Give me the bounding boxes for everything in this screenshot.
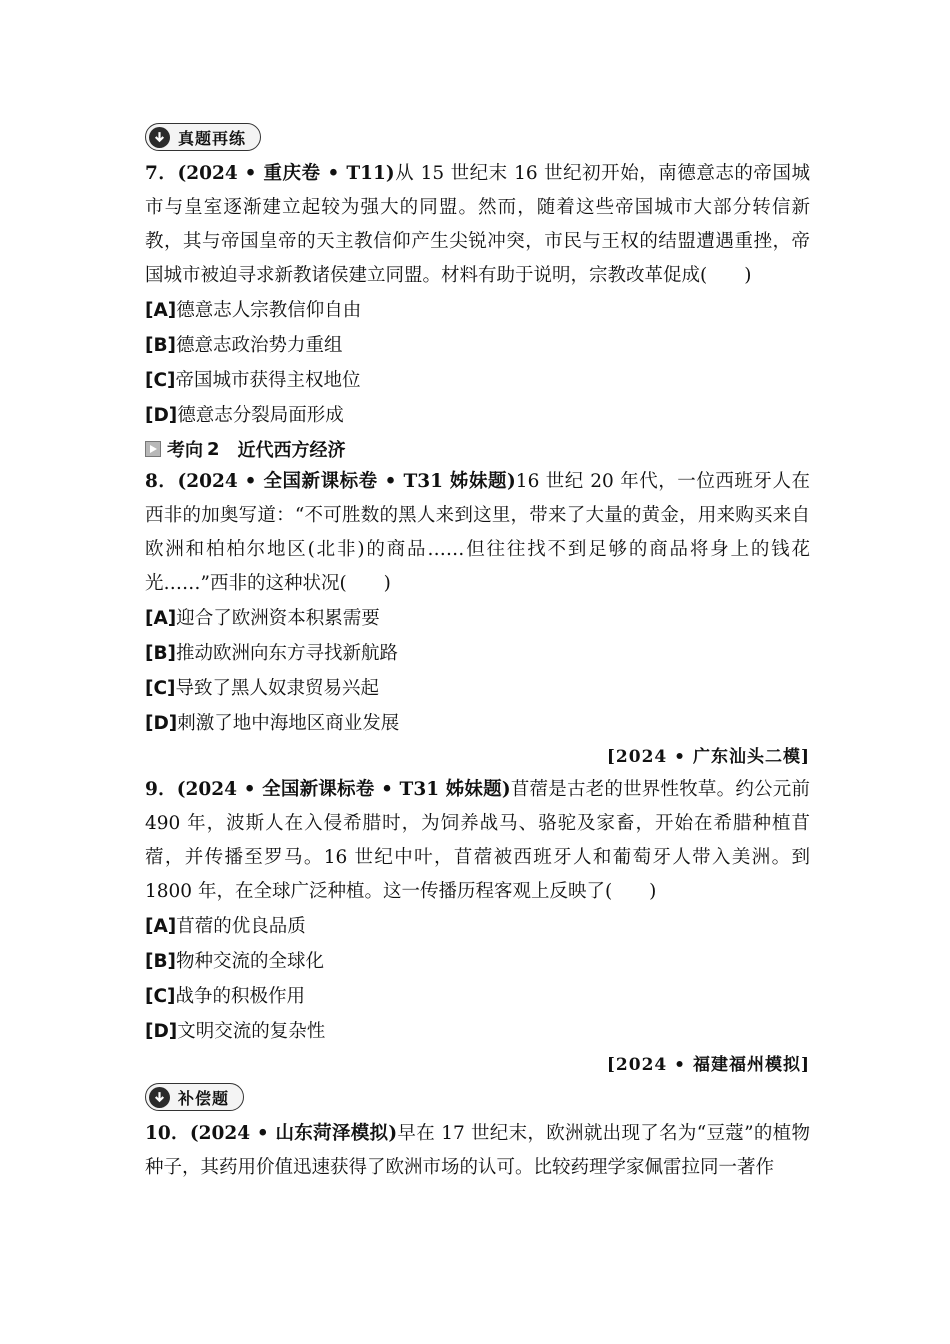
question-8-origin: [2024 • 广东汕头二模]	[606, 747, 810, 767]
question-8-option-d[interactable]: [D]刺激了地中海地区商业发展	[145, 713, 400, 734]
question-9-option-c[interactable]: [C]战争的积极作用	[145, 986, 306, 1007]
question-8-option-c[interactable]: [C]导致了黑人奴隶贸易兴起	[145, 678, 380, 699]
question-text: 16 世纪 20 年代，一位西班牙人在西非的加奥写道：“不可胜数的黑人来到这里，带来了大量的黄金，用来购买来自欧洲和柏柏尔地区(北非)的商品……但往往找不到足够的商品将身上的钱花光……”西非的这种状况( )	[145, 471, 810, 594]
question-9-option-d[interactable]: [D]文明交流的复杂性	[145, 1021, 326, 1042]
section-heading-kaoxiang-2: 考向 2 近代西方经济	[145, 433, 810, 465]
question-text: 从 15 世纪末 16 世纪初开始，南德意志的帝国城市与皇室逐渐建立起较为强大的同盟。然而，随着这些帝国城市大部分转信新教，其与帝国皇帝的天主教信仰产生尖锐冲突，市民与王权的结盟遭遇重挫，帝国城市被迫寻求新教诸侯建立同盟。材料有助于说明，宗教改革促成( )	[145, 163, 811, 286]
question-number: 10．	[145, 1123, 190, 1144]
play-triangle-icon	[145, 441, 161, 457]
circle-down-arrow-icon	[149, 127, 170, 148]
question-number: 9．	[145, 779, 177, 800]
question-text: 苜蓿是古老的世界性牧草。约公元前 490 年，波斯人在入侵希腊时，为饲养战马、骆驼及家畜，开始在希腊种植苜蓿，并传播至罗马。16 世纪中叶，苜蓿被西班牙人和葡萄牙人带入美洲。到 1800 年，在全球广泛种植。这一传播历程客观上反映了( )	[145, 779, 810, 902]
section-badge-label: 补偿题	[178, 1088, 230, 1108]
document-page	[145, 123, 810, 1185]
question-7-option-d[interactable]: [D]德意志分裂局面形成	[145, 405, 344, 426]
question-number: 8．	[145, 471, 178, 492]
question-9-stem	[145, 773, 810, 909]
section-badge-label: 真题再练	[178, 128, 247, 148]
question-source: (2024 • 山东菏泽模拟)	[189, 1123, 398, 1144]
circle-down-arrow-icon	[149, 1087, 170, 1108]
question-8-stem	[145, 465, 810, 601]
question-8-option-a[interactable]: [A]迎合了欧洲资本积累需要	[145, 608, 380, 629]
question-9-option-b[interactable]: [B]物种交流的全球化	[145, 951, 325, 972]
question-7-option-a[interactable]: [A]德意志人宗教信仰自由	[145, 300, 362, 321]
question-source: (2024 • 全国新课标卷 • T31 姊妹题)	[177, 471, 516, 492]
question-10-stem	[145, 1117, 810, 1185]
question-number: 7．	[145, 163, 178, 184]
question-8-option-b[interactable]: [B]推动欧洲向东方寻找新航路	[145, 643, 399, 664]
question-7-option-b[interactable]: [B]德意志政治势力重组	[145, 335, 343, 356]
question-source: (2024 • 全国新课标卷 • T31 姊妹题)	[176, 779, 511, 800]
section-badge-zhenti	[145, 123, 261, 151]
question-text: 早在 17 世纪末，欧洲就出现了名为“豆蔻”的植物种子，其药用价值迅速获得了欧洲市场的认可。比较药理学家佩雷拉同一著作	[145, 1123, 810, 1178]
section-badge-buchang	[145, 1083, 244, 1111]
question-7-stem	[145, 157, 810, 293]
question-9-option-a[interactable]: [A]苜蓿的优良品质	[145, 916, 306, 937]
question-7-option-c[interactable]: [C]帝国城市获得主权地位	[145, 370, 361, 391]
question-source: (2024 • 重庆卷 • T11)	[177, 163, 395, 184]
question-9-origin: [2024 • 福建福州模拟]	[606, 1055, 810, 1075]
